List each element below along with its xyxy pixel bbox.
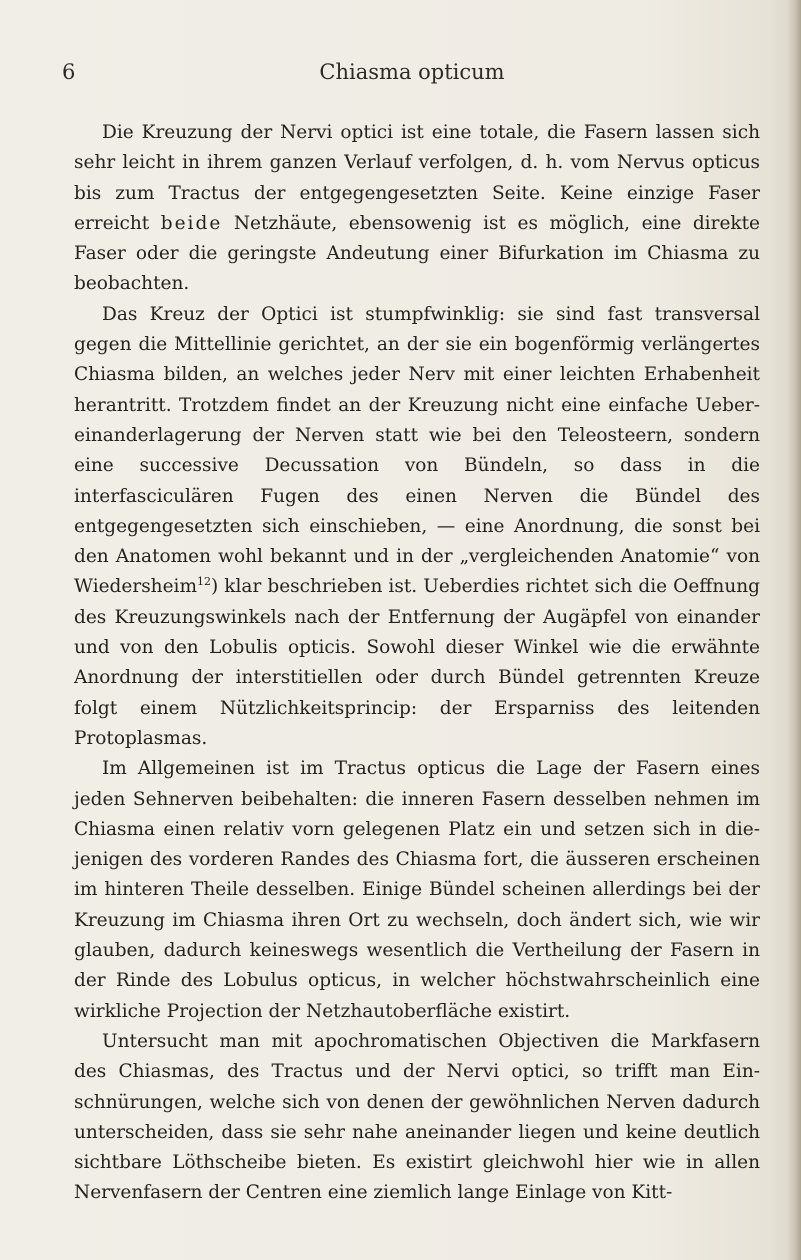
paragraph-2-text-b: ) klar beschrieben ist. Ueberdies richtet sich die Oeffnung des Kreuzungswinkels nach der Entfernung der Augäpfel von einander und von den Lobulis opticis. Sowohl dieser Winkel wie die erwähnte Anordnung der interstitiellen oder durch Bündel getrennten Kreuze folgt einem Nützlichkeitsprincip: der Ersparniss des leitenden Protoplasmas. xyxy=(74,576,760,749)
footnote-reference: 12 xyxy=(197,575,212,589)
paragraph-3: Im Allgemeinen ist im Tractus opticus die Lage der Fasern eines jeden Sehnerven beibehalten: die inneren Fasern desselben nehmen im Chiasma einen relativ vorn gelegenen Platz ein und setzen sich in diejenigen des vorderen Randes des Chiasma fort, die äusseren erscheinen im hinteren Theile desselben. Einige Bündel scheinen allerdings bei der Kreuzung im Chiasma ihren Ort zu wechseln, doch ändert sich, wie wir glauben, dadurch keineswegs wesentlich die Vertheilung der Fasern in der Rinde des Lobulus opticus, in welcher höchstwahrscheinlich eine wirkliche Projection der Netzhautoberfläche existirt. xyxy=(74,758,760,1022)
running-title: Chiasma opticum xyxy=(319,60,505,84)
page-number: 6 xyxy=(62,60,76,84)
paragraph-2 xyxy=(74,300,760,754)
paragraph-1 xyxy=(74,118,760,300)
paragraph-1-text-a: Die Kreuzung der Nervi optici ist eine totale, die Fasern lassen sich sehr leicht in ihrem ganzen Verlauf verfolgen, d. h. vom Nervus opticus bis zum Tractus der entgegengesetzten Seite. Keine einzige Faser erreicht xyxy=(74,122,760,234)
paragraph-1-text-b: Netzhäute, ebensowenig ist es möglich, eine direkte Faser oder die geringste Andeutung einer Bifurkation im Chiasma zu beobachten. xyxy=(74,212,760,295)
body-text xyxy=(74,118,760,1209)
page-edge-shadow xyxy=(787,0,801,1260)
paragraph-4: Untersucht man mit apochromatischen Objectiven die Markfasern des Chiasmas, des Tractus und der Nervi optici, so trifft man Einschnürungen, welche sich von denen der gewöhnlichen Nerven dadurch unterscheiden, dass sie sehr nahe aneinander liegen und keine deutlich sichtbare Löthscheibe bieten. Es existirt gleichwohl hier wie in allen Nervenfasern der Centren eine ziemlich lange Einlage von Kitt- xyxy=(74,1030,760,1204)
page-header xyxy=(62,60,762,92)
paragraph-2-text-a: Das Kreuz der Optici ist stumpfwinklig: sie sind fast transversal gegen die Mittellinie gerichtet, an der sie ein bogenförmig verlängertes Chiasma bilden, an welches jeder Nerv mit einer leichten Erhabenheit herantritt. Trotzdem findet an der Kreuzung nicht eine einfache Uebereinanderlagerung der Nerven statt wie bei den Teleosteern, sondern eine successive Decussation von Bündeln, so dass in die interfasciculären Fugen des einen Nerven die Bündel des entgegengesetzten sich einschieben, — eine Anordnung, die sonst bei den Anatomen wohl bekannt und in der „vergleichenden Anatomie“ von Wiedersheim xyxy=(74,303,760,598)
emphasis-spaced-word: beide xyxy=(160,212,223,234)
